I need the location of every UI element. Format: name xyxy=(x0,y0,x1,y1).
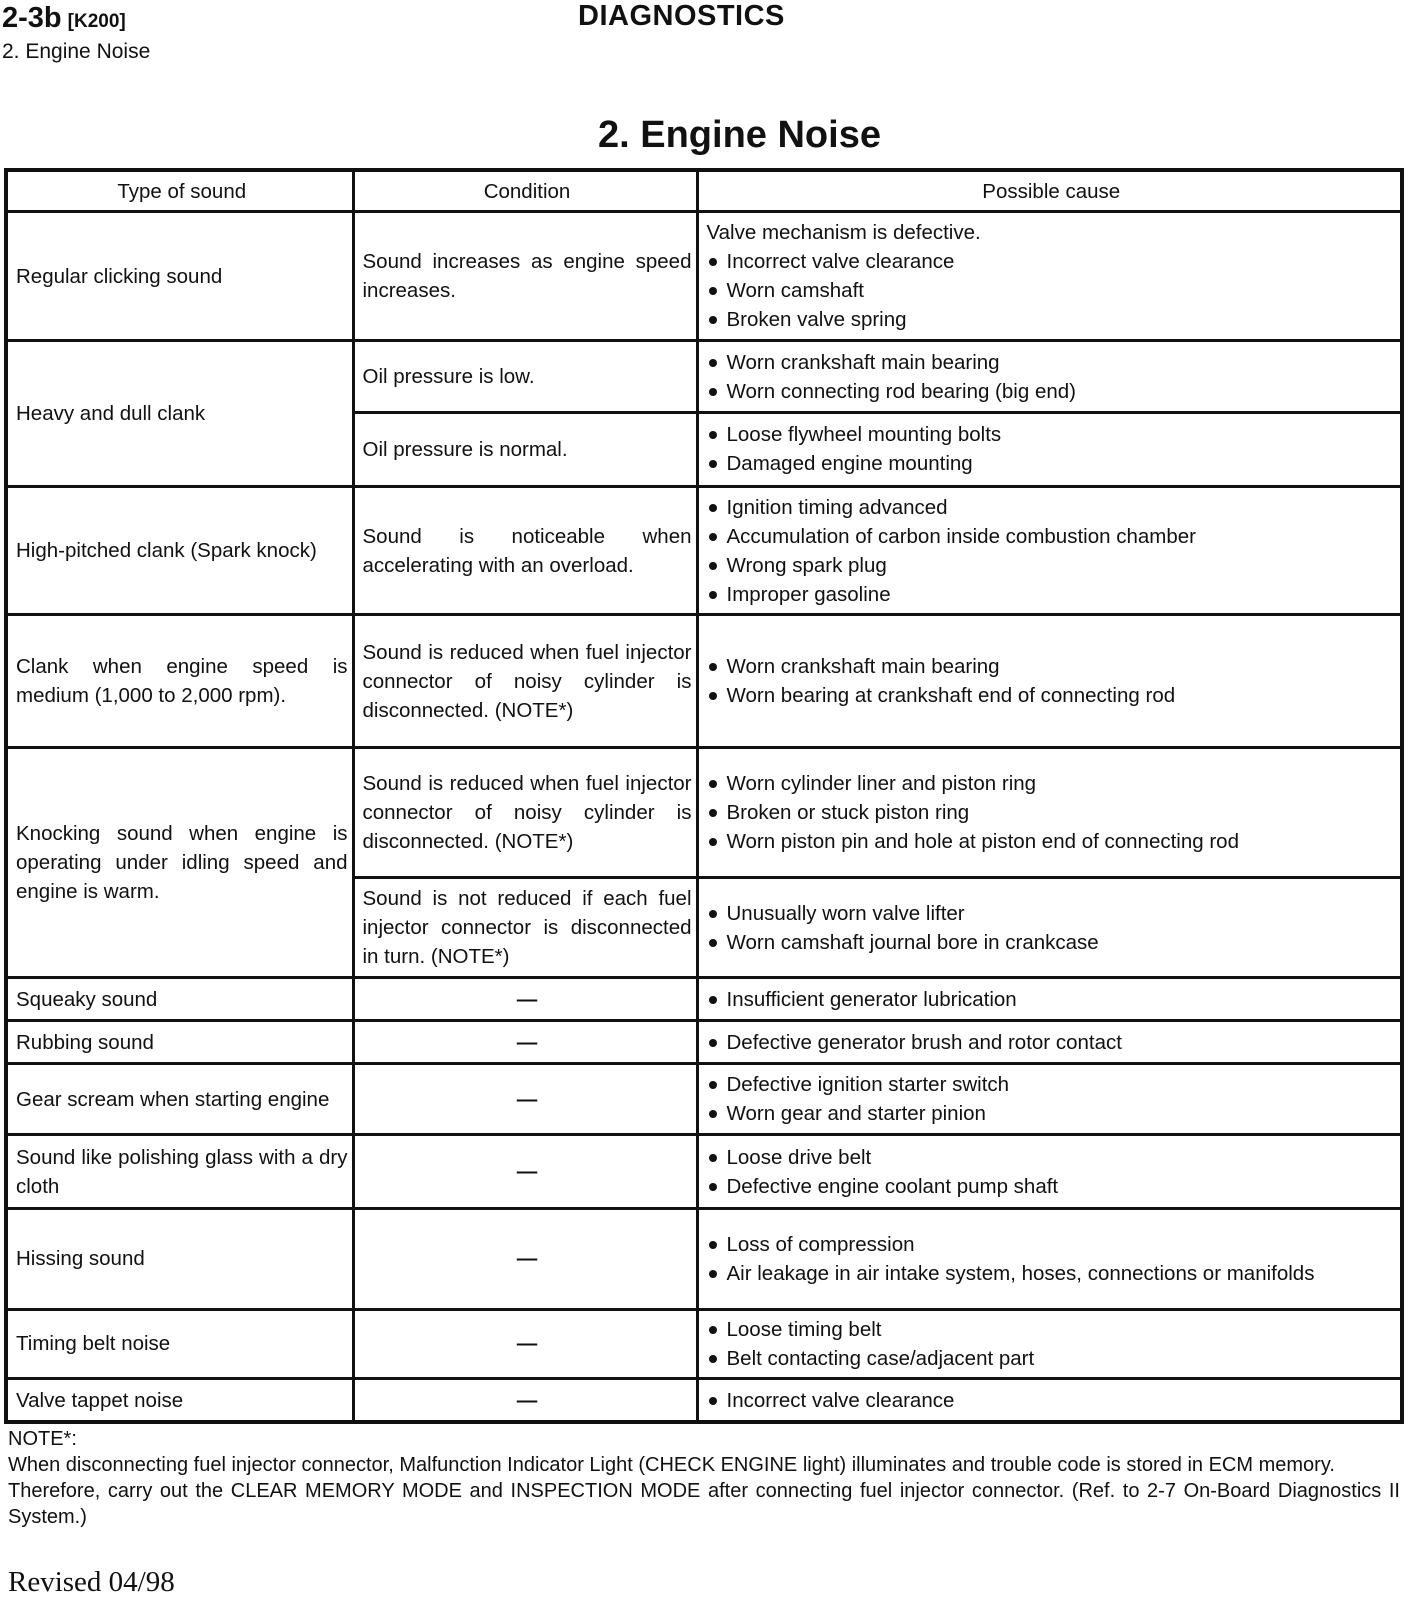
cause-item: Worn gear and starter pinion xyxy=(707,1099,1397,1128)
cause-heading: Valve mechanism is defective. xyxy=(706,221,981,245)
table-row xyxy=(6,1209,1402,1310)
cause-cell xyxy=(697,1209,1402,1310)
cause-cell xyxy=(697,1064,1402,1135)
condition-cell: — xyxy=(353,1379,697,1422)
note-text: Therefore, carry out the CLEAR MEMORY MODE and INSPECTION MODE after connecting fuel injector connector. (Ref. to 2-7 On-Board Diagnostics II System.) xyxy=(8,1480,1400,1528)
table-row xyxy=(6,748,1402,877)
cause-list xyxy=(707,348,1397,406)
cause-cell xyxy=(697,413,1402,487)
condition-cell: Sound is reduced when fuel injector connector of noisy cylinder is disconnected. (NOTE*) xyxy=(353,748,697,877)
column-header-condition: Condition xyxy=(353,170,697,212)
model-code: [K200] xyxy=(67,11,126,32)
table-row xyxy=(6,978,1402,1021)
condition-cell: — xyxy=(353,1135,697,1209)
section-code xyxy=(2,2,126,35)
condition-cell: Oil pressure is normal. xyxy=(353,413,697,487)
cause-item: Worn camshaft journal bore in crankcase xyxy=(707,928,1397,957)
cause-item: Damaged engine mounting xyxy=(707,449,1397,478)
section-code-text: 2-3b xyxy=(2,2,62,34)
condition-cell: Sound is noticeable when accelerating with an overload. xyxy=(353,486,697,614)
cause-list xyxy=(707,247,1397,334)
subsection-label: 2. Engine Noise xyxy=(2,40,151,63)
cause-list xyxy=(707,420,1397,478)
table-row xyxy=(6,1021,1402,1064)
cause-item: Worn camshaft xyxy=(707,276,1397,305)
cause-cell xyxy=(697,1309,1402,1379)
cause-item: Broken valve spring xyxy=(707,305,1397,334)
sound-cell: Squeaky sound xyxy=(6,978,353,1021)
note-label: NOTE*: xyxy=(8,1428,77,1450)
cause-list xyxy=(707,899,1397,957)
condition-cell: — xyxy=(353,978,697,1021)
cause-item: Defective ignition starter switch xyxy=(707,1070,1397,1099)
cause-cell xyxy=(697,1021,1402,1064)
cause-item: Loose timing belt xyxy=(707,1315,1397,1344)
condition-cell: Sound is reduced when fuel injector connector of noisy cylinder is disconnected. (NOTE*) xyxy=(353,615,697,748)
table-header-row xyxy=(6,170,1402,212)
cause-item: Wrong spark plug xyxy=(707,551,1397,580)
sound-cell: Gear scream when starting engine xyxy=(6,1064,353,1135)
sound-cell: Clank when engine speed is medium (1,000 to 2,000 rpm). xyxy=(6,615,353,748)
cause-item: Accumulation of carbon inside combustion chamber xyxy=(707,522,1397,551)
cause-cell xyxy=(697,486,1402,614)
cause-item: Unusually worn valve lifter xyxy=(707,899,1397,928)
table-row xyxy=(6,615,1402,748)
engine-noise-table xyxy=(4,168,1404,1424)
cause-item: Incorrect valve clearance xyxy=(707,1386,1397,1415)
cause-cell xyxy=(697,1135,1402,1209)
cause-item: Worn cylinder liner and piston ring xyxy=(707,769,1397,798)
cause-item: Insufficient generator lubrication xyxy=(707,985,1397,1014)
sound-cell: Sound like polishing glass with a dry cloth xyxy=(6,1135,353,1209)
cause-item: Worn bearing at crankshaft end of connecting rod xyxy=(707,681,1397,710)
cause-item: Ignition timing advanced xyxy=(707,493,1397,522)
condition-cell: Sound increases as engine speed increases. xyxy=(353,212,697,341)
cause-list xyxy=(707,1386,1397,1415)
cause-list xyxy=(707,493,1397,609)
cause-cell xyxy=(697,341,1402,413)
condition-cell: — xyxy=(353,1209,697,1310)
cause-list xyxy=(707,652,1397,710)
cause-list xyxy=(707,1028,1397,1057)
cause-list xyxy=(707,1315,1397,1373)
cause-item: Loose flywheel mounting bolts xyxy=(707,420,1397,449)
cause-cell xyxy=(697,212,1402,341)
cause-item: Worn connecting rod bearing (big end) xyxy=(707,377,1397,406)
cause-list xyxy=(707,1143,1397,1201)
condition-cell: — xyxy=(353,1021,697,1064)
cause-cell xyxy=(697,978,1402,1021)
cause-cell xyxy=(697,748,1402,877)
revision-date: Revised 04/98 xyxy=(8,1566,175,1598)
sound-cell: Timing belt noise xyxy=(6,1309,353,1379)
sound-cell: Rubbing sound xyxy=(6,1021,353,1064)
sound-cell: Valve tappet noise xyxy=(6,1379,353,1422)
condition-cell: — xyxy=(353,1309,697,1379)
cause-item: Loss of compression xyxy=(707,1230,1397,1259)
section-title: DIAGNOSTICS xyxy=(578,0,785,32)
cause-item: Worn crankshaft main bearing xyxy=(707,348,1397,377)
cause-item: Improper gasoline xyxy=(707,580,1397,609)
table-row xyxy=(6,1135,1402,1209)
condition-cell: — xyxy=(353,1064,697,1135)
condition-cell: Sound is not reduced if each fuel injector connector is disconnected in turn. (NOTE*) xyxy=(353,877,697,978)
cause-cell xyxy=(697,615,1402,748)
table-row xyxy=(6,1379,1402,1422)
cause-item: Air leakage in air intake system, hoses, connections or manifolds xyxy=(707,1259,1397,1288)
cause-item: Loose drive belt xyxy=(707,1143,1397,1172)
cause-item: Incorrect valve clearance xyxy=(707,247,1397,276)
sound-cell: Heavy and dull clank xyxy=(6,341,353,487)
column-header-type: Type of sound xyxy=(6,170,353,212)
table-row xyxy=(6,341,1402,413)
sound-cell: Regular clicking sound xyxy=(6,212,353,341)
cause-list xyxy=(707,1230,1397,1288)
table-row xyxy=(6,212,1402,341)
sound-cell: Knocking sound when engine is operating under idling speed and engine is warm. xyxy=(6,748,353,978)
table-row xyxy=(6,1064,1402,1135)
cause-item: Worn piston pin and hole at piston end of connecting rod xyxy=(707,827,1397,856)
cause-list xyxy=(707,985,1397,1014)
cause-item: Defective engine coolant pump shaft xyxy=(707,1172,1397,1201)
cause-cell xyxy=(697,1379,1402,1422)
cause-item: Broken or stuck piston ring xyxy=(707,798,1397,827)
sound-cell: Hissing sound xyxy=(6,1209,353,1310)
cause-item: Worn crankshaft main bearing xyxy=(707,652,1397,681)
cause-cell xyxy=(697,877,1402,978)
notes-block xyxy=(8,1426,1400,1530)
table-row xyxy=(6,1309,1402,1379)
cause-list xyxy=(707,1070,1397,1128)
cause-item: Belt contacting case/adjacent part xyxy=(707,1344,1397,1373)
sound-cell: High-pitched clank (Spark knock) xyxy=(6,486,353,614)
cause-item: Defective generator brush and rotor contact xyxy=(707,1028,1397,1057)
column-header-cause: Possible cause xyxy=(697,170,1402,212)
note-text: When disconnecting fuel injector connector, Malfunction Indicator Light (CHECK ENGINE light) illuminates and trouble code is stored in ECM memory. xyxy=(8,1454,1335,1476)
condition-cell: Oil pressure is low. xyxy=(353,341,697,413)
table-row xyxy=(6,486,1402,614)
page-title: 2. Engine Noise xyxy=(598,114,881,156)
cause-list xyxy=(707,769,1397,856)
